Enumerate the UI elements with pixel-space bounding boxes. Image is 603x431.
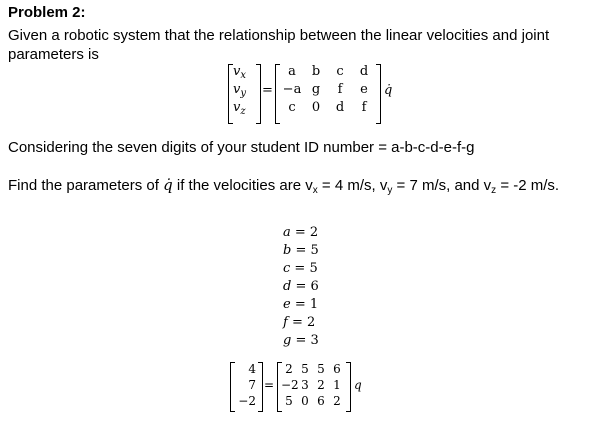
find-statement: Find the parameters of q̇ if the velocities are $v_x = 4$ m/s, $v_y = 7$ m/s, and $v_z = -2$ m/s. — [8, 176, 560, 196]
value-b: b = 5 — [283, 243, 319, 258]
value-f: f = 2 — [283, 315, 316, 330]
numeric-matrix-cell-1-2: 2 — [317, 378, 325, 392]
num-lhs-2: −2 — [238, 394, 256, 408]
lhs-vx: $v_x$ — [233, 64, 246, 81]
numeric-matrix-cell-2-1: 0 — [301, 394, 309, 408]
symbolic-matrix-cell-2-2: d — [335, 100, 345, 115]
q-symbol: q — [354, 378, 362, 392]
numeric-matrix-cell-1-1: 3 — [301, 378, 309, 392]
qdot-symbol: q̇ — [384, 83, 393, 98]
num-lhs-0: 4 — [248, 362, 256, 376]
value-g: g = 3 — [283, 333, 319, 348]
num-matrix-right-bracket — [346, 362, 351, 412]
symbolic-matrix-cell-0-1: b — [311, 64, 321, 79]
problem-intro: Given a robotic system that the relationship between the linear velocities and joint parameters is — [8, 27, 550, 63]
equals-sign: = — [262, 83, 273, 98]
problem-title: Problem 2: — [8, 4, 86, 21]
symbolic-matrix-cell-1-1: g — [311, 82, 321, 97]
numeric-matrix-cell-0-0: 2 — [285, 362, 293, 376]
num-lhs-1: 7 — [248, 378, 256, 392]
numeric-matrix-cell-0-1: 5 — [301, 362, 309, 376]
lhs-right-bracket — [256, 64, 261, 124]
num-equals-sign: = — [264, 378, 275, 392]
symbolic-matrix-cell-1-3: e — [360, 82, 368, 97]
symbolic-matrix-cell-0-0: a — [288, 64, 296, 79]
num-lhs-right-bracket — [258, 362, 263, 412]
numeric-matrix-cell-0-2: 5 — [317, 362, 325, 376]
numeric-matrix-cell-1-0: −2 — [281, 378, 299, 392]
numeric-matrix-cell-2-3: 2 — [333, 394, 341, 408]
matrix-right-bracket — [376, 64, 381, 124]
numeric-matrix-cell-2-0: 5 — [285, 394, 293, 408]
numeric-matrix-cell-0-3: 6 — [333, 362, 341, 376]
symbolic-matrix-cell-1-2: f — [337, 82, 343, 97]
value-c: c = 5 — [283, 261, 318, 276]
value-e: e = 1 — [283, 297, 319, 312]
symbolic-matrix-cell-0-3: d — [359, 64, 369, 79]
symbolic-matrix-cell-1-0: −a — [282, 82, 302, 97]
lhs-vz: $v_z$ — [233, 100, 246, 117]
num-lhs-left-bracket — [230, 362, 235, 412]
value-d: d = 6 — [283, 279, 319, 294]
symbolic-matrix-cell-2-0: c — [288, 100, 296, 115]
student-id-statement: Considering the seven digits of your student ID number = a-b-c-d-e-f-g — [8, 139, 475, 156]
symbolic-matrix-cell-2-3: f — [361, 100, 367, 115]
numeric-matrix-cell-1-3: 1 — [333, 378, 341, 392]
symbolic-matrix-cell-0-2: c — [336, 64, 344, 79]
symbolic-matrix-cell-2-1: 0 — [311, 100, 321, 115]
lhs-vy: $v_y$ — [233, 82, 247, 99]
value-a: a = 2 — [283, 225, 319, 240]
numeric-matrix-cell-2-2: 6 — [317, 394, 325, 408]
